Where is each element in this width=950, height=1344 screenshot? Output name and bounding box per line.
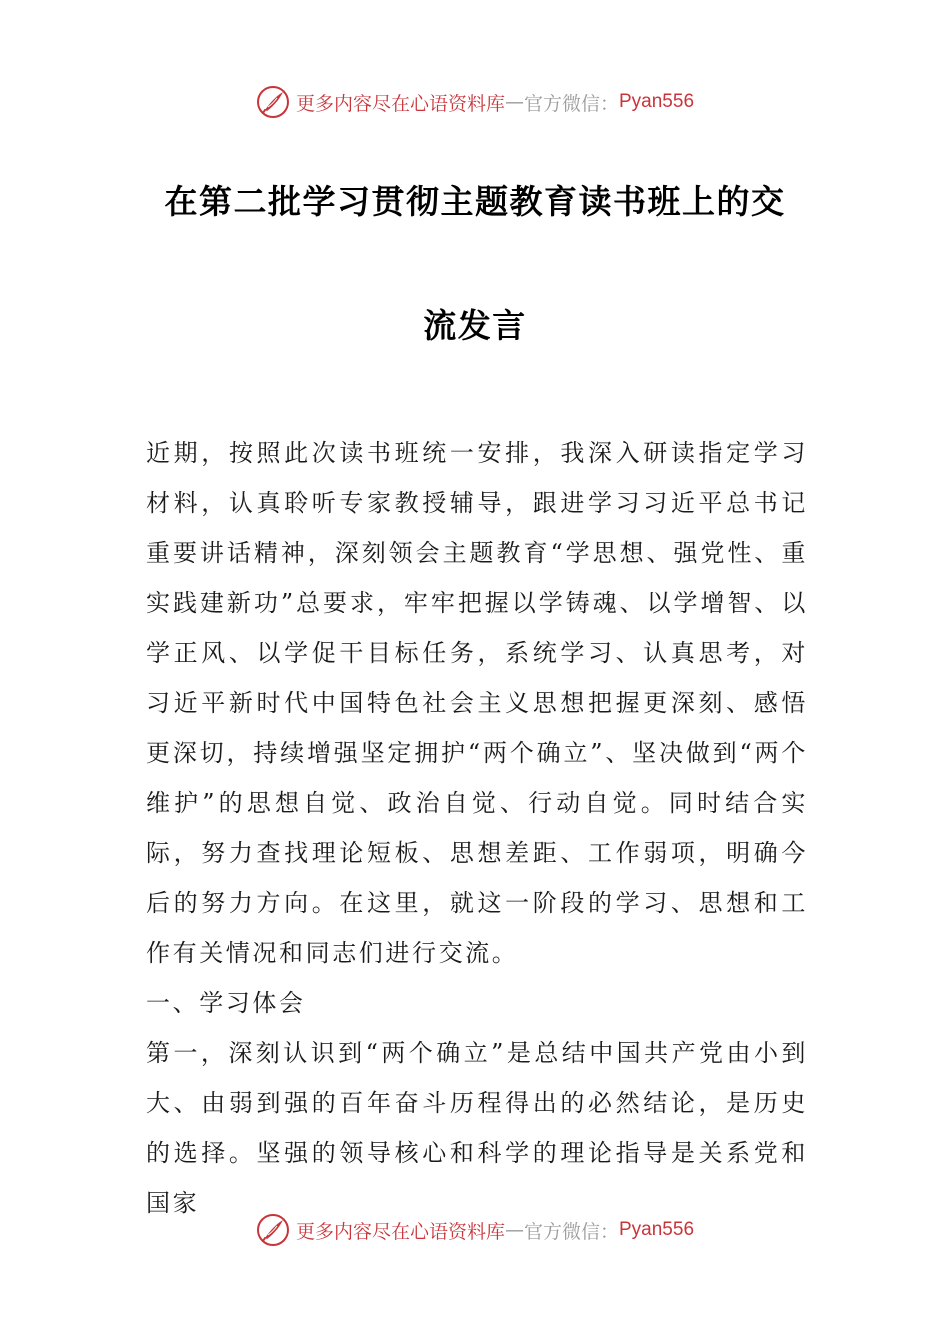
banner-main-text: 更多内容尽在心语资料库 bbox=[295, 92, 505, 115]
banner-main-text: 更多内容尽在心语资料库 bbox=[295, 1220, 505, 1243]
document-title-line-2: 流发言 bbox=[423, 306, 527, 345]
banner-wechat-label: 官方微信： bbox=[523, 92, 619, 115]
banner-dash: — bbox=[504, 91, 524, 113]
quill-logo-icon bbox=[256, 1213, 290, 1247]
banner-dash: — bbox=[504, 1219, 524, 1241]
quill-logo-icon bbox=[256, 85, 290, 119]
body-paragraph-intro: 近期，按照此次读书班统一安排，我深入研读指定学习材料，认真聆听专家教授辅导，跟进学习习近平总书记重要讲话精神，深刻领会主题教育“学思想、强党性、重实践建新功”总要求，牢牢把握以学铸魂、以学增智、以学正风、以学促干目标任务，系统学习、认真思考，对习近平新时代中国特色社会主义思想把握更深刻、感悟更深切，持续增强坚定拥护“两个确立”、坚决做到“两个维护”的思想自觉、政治自觉、行动自觉。同时结合实际，努力查找理论短板、思想差距、工作弱项，明确今后的努力方向。在这里，就这一阶段的学习、思想和工作有关情况和同志们进行交流。 bbox=[146, 439, 808, 967]
document-title-line-1: 在第二批学习贯彻主题教育读书班上的交 bbox=[164, 182, 786, 221]
banner-wechat-id: Pyan556 bbox=[619, 91, 695, 112]
section-heading-learning: 一、学习体会 bbox=[146, 989, 306, 1017]
header-watermark-banner bbox=[0, 82, 950, 122]
banner-wechat-label: 官方微信： bbox=[523, 1220, 619, 1243]
document-body bbox=[146, 428, 808, 1228]
banner-wechat-id: Pyan556 bbox=[619, 1219, 695, 1240]
body-paragraph-first-point: 第一，深刻认识到“两个确立”是总结中国共产党由小到大、由弱到强的百年奋斗历程得出的必然结论，是历史的选择。坚强的领导核心和科学的理论指导是关系党和国家 bbox=[146, 1039, 808, 1217]
footer-watermark-banner bbox=[0, 1210, 950, 1250]
